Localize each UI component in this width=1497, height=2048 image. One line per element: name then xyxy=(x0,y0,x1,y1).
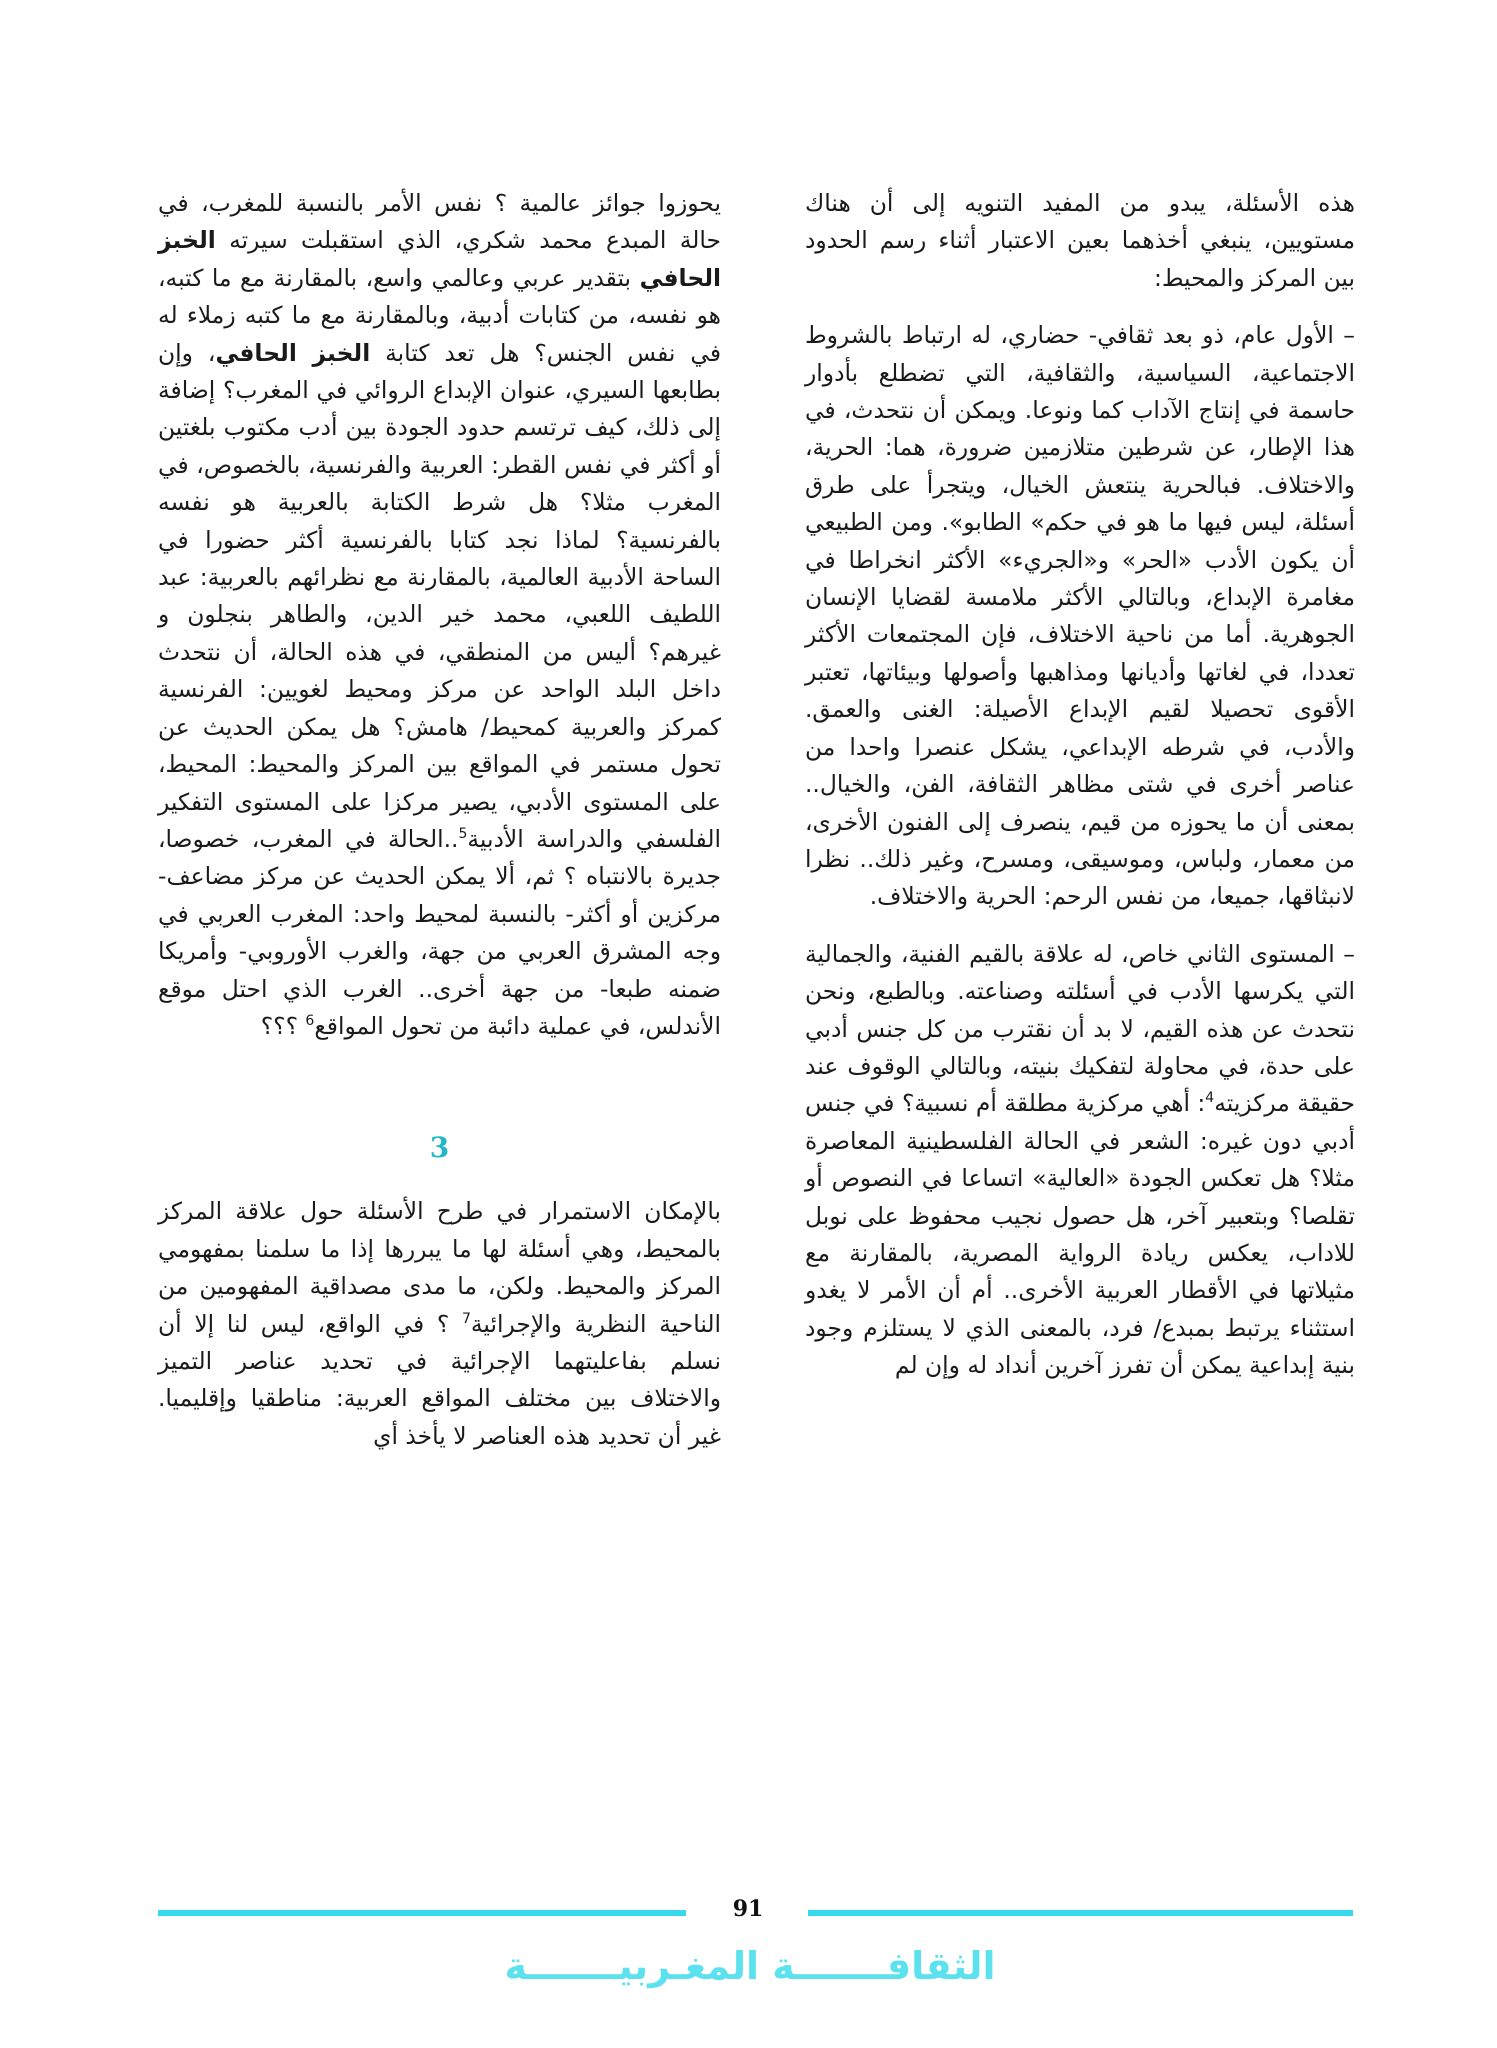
right-text-column xyxy=(805,185,1355,1385)
text-run: ..الحالة في المغرب، خصوصا، جديرة بالانتباه ؟ ثم، ألا يمكن الحديث عن مركز مضاعف- مركزين أو أكثر- بالنسبة لمحيط واحد: المغرب العربي في وجه المشرق العربي من جهة، والغرب الأوروبي- وأمريكا ضمنه طبعا- من جهة أخرى.. الغرب الذي احتل موقع الأندلس، في عملية دائبة من تحول المواقع xyxy=(158,824,721,1040)
left-text-column xyxy=(158,185,721,1455)
text-run: ؟ في الواقع، ليس لنا إلا أن نسلم بفاعليتهما الإجرائية في تحديد عناصر التميز والاختلاف بين مختلف المواقع العربية: مناطقيا وإقليميا. غير أن تحديد هذه العناصر لا يأخذ أي xyxy=(158,1309,721,1450)
footnote-ref[interactable]: 6 xyxy=(305,1013,315,1030)
text-run: يحوزوا جوائز عالمية ؟ نفس الأمر بالنسبة للمغرب، في حالة المبدع محمد شكري، الذي استقبلت سيرته xyxy=(158,189,721,255)
paragraph xyxy=(158,1193,721,1455)
paragraph: – الأول عام، ذو بعد ثقافي- حضاري، له ارتباط بالشروط الاجتماعية، السياسية، والثقافية، التي تضطلع بأدوار حاسمة في إنتاج الآداب كما ونوعا. ويمكن أن نتحدث، في هذا الإطار، عن شرطين متلازمين ضرورة، هما: الحرية، والاختلاف. فبالحرية ينتعش الخيال، ويتجرأ على طرق أسئلة، ليس فيها ما هو في حكم» الطابو». ومن الطبيعي أن يكون الأدب «الحر» و«الجريء» الأكثر انخراطا في مغامرة الإبداع، وبالتالي الأكثر ملامسة لقضايا الإنسان الجوهرية. أما من ناحية الاختلاف، فإن المجتمعات الأكثر تعددا، في لغاتها وأديانها ومذاهبها وأصولها وبيئاتها، تعتبر الأقوى تحصيلا لقيم الإبداع الأصيلة: الغنى والعمق. والأدب، في شرطه الإبداعي، يشكل عنصرا واحدا من عناصر أخرى في شتى مظاهر الثقافة، الفن، والخيال.. بمعنى أن ما يحوزه من قيم، ينصرف إلى الفنون الأخرى، من معمار، ولباس، وموسيقى، ومسرح، وغير ذلك.. نظرا لانبثاقها، جميعا، من نفس الرحم: الحرية والاختلاف. xyxy=(805,321,1355,911)
book-title: الخبز الحافي xyxy=(215,338,371,367)
footer-rule-left xyxy=(158,1910,686,1916)
section-number: 3 xyxy=(429,1131,450,1165)
text-run: بتقدير عربي وعالمي واسع، بالمقارنة مع ما كتبه، هو نفسه، من كتابات أدبية، وبالمقارنة مع ما كتبه زملاء له في نفس الجنس؟ هل تعد كتابة xyxy=(158,263,721,367)
paragraph xyxy=(158,185,721,1045)
book-title: الخبز الحافي xyxy=(158,226,721,292)
text-run: ، وإن بطابعها السيري، عنوان الإبداع الروائي في المغرب؟ إضافة إلى ذلك، كيف ترتسم حدود الجودة بين أدب مكتوب بلغتين أو أكثر في نفس القطر: العربية والفرنسية، بالخصوص، في المغرب مثلا؟ هل شرط الكتابة بالعربية هو نفسه بالفرنسية؟ لماذا نجد كتابا بالفرنسية أكثر حضورا في الساحة الأدبية العالمية، بالمقارنة مع نظرائهم بالعربية: عبد اللطيف اللعبي، محمد خير الدين، والطاهر بنجلون و غيرهم؟ أليس من المنطقي، في هذه الحالة، أن نتحدث داخل البلد الواحد عن مركز ومحيط لغويين: الفرنسية كمركز والعربية كمحيط/ هامش؟ هل يمكن الحديث عن تحول مستمر في المواقع بين المركز والمحيط: المحيط، على المستوى الأدبي، يصير مركزا على المستوى التفكير الفلسفي والدراسة الأدبية xyxy=(158,338,722,853)
footer-rule-right xyxy=(808,1910,1353,1916)
text-run: : أهي مركزية مطلقة أم نسبية؟ في جنس أدبي دون غيره: الشعر في الحالة الفلسطينية المعاصرة مثلا؟ هل تعكس الجودة «العالية» اتساعا في النصوص أو تقلصا؟ وبتعبير آخر، هل حصول نجيب محفوظ على نوبل للاداب، يعكس ريادة الرواية المصرية، بالمقارنة مع مثيلاتها في الأقطار العربية الأخرى.. أم أن الأمر لا يغدو استثناء يرتبط بمبدع/ فرد، بالمعنى الذي لا يستلزم وجود بنية إبداعية يمكن أن تفرز آخرين أنداد له وإن لم xyxy=(805,1089,1355,1380)
footnote-ref[interactable]: 4 xyxy=(1205,1090,1215,1107)
page-number: 91 xyxy=(732,1896,764,1922)
text-run: ؟؟؟ xyxy=(260,1011,306,1040)
text-run: بالإمكان الاستمرار في طرح الأسئلة حول علاقة المركز بالمحيط، وهي أسئلة لها ما يبررها إذا ما سلمنا بمفهومي المركز والمحيط. ولكن، ما مدى مصداقية المفهومين من الناحية النظرية والإجرائية xyxy=(158,1197,722,1338)
footnote-ref[interactable]: 7 xyxy=(461,1310,471,1327)
paragraph xyxy=(805,936,1355,1385)
magazine-title: الثقافـــــــة المغـربيـــــــة xyxy=(504,1944,996,1988)
text-run: – المستوى الثاني خاص، له علاقة بالقيم الفنية، والجمالية التي يكرسها الأدب في أسئلته وصناعته. وبالطبع، ونحن نتحدث عن هذه القيم، لا بد أن نقترب من كل جنس أدبي على حدة، في محاولة لتفكيك بنيته، وبالتالي الوقوف عند حقيقة مركزيته xyxy=(805,939,1355,1118)
footnote-ref[interactable]: 5 xyxy=(458,826,468,843)
paragraph: هذه الأسئلة، يبدو من المفيد التنويه إلى أن هناك مستويين، ينبغي أخذهما بعين الاعتبار أثناء رسم الحدود بين المركز والمحيط: xyxy=(805,189,1355,292)
